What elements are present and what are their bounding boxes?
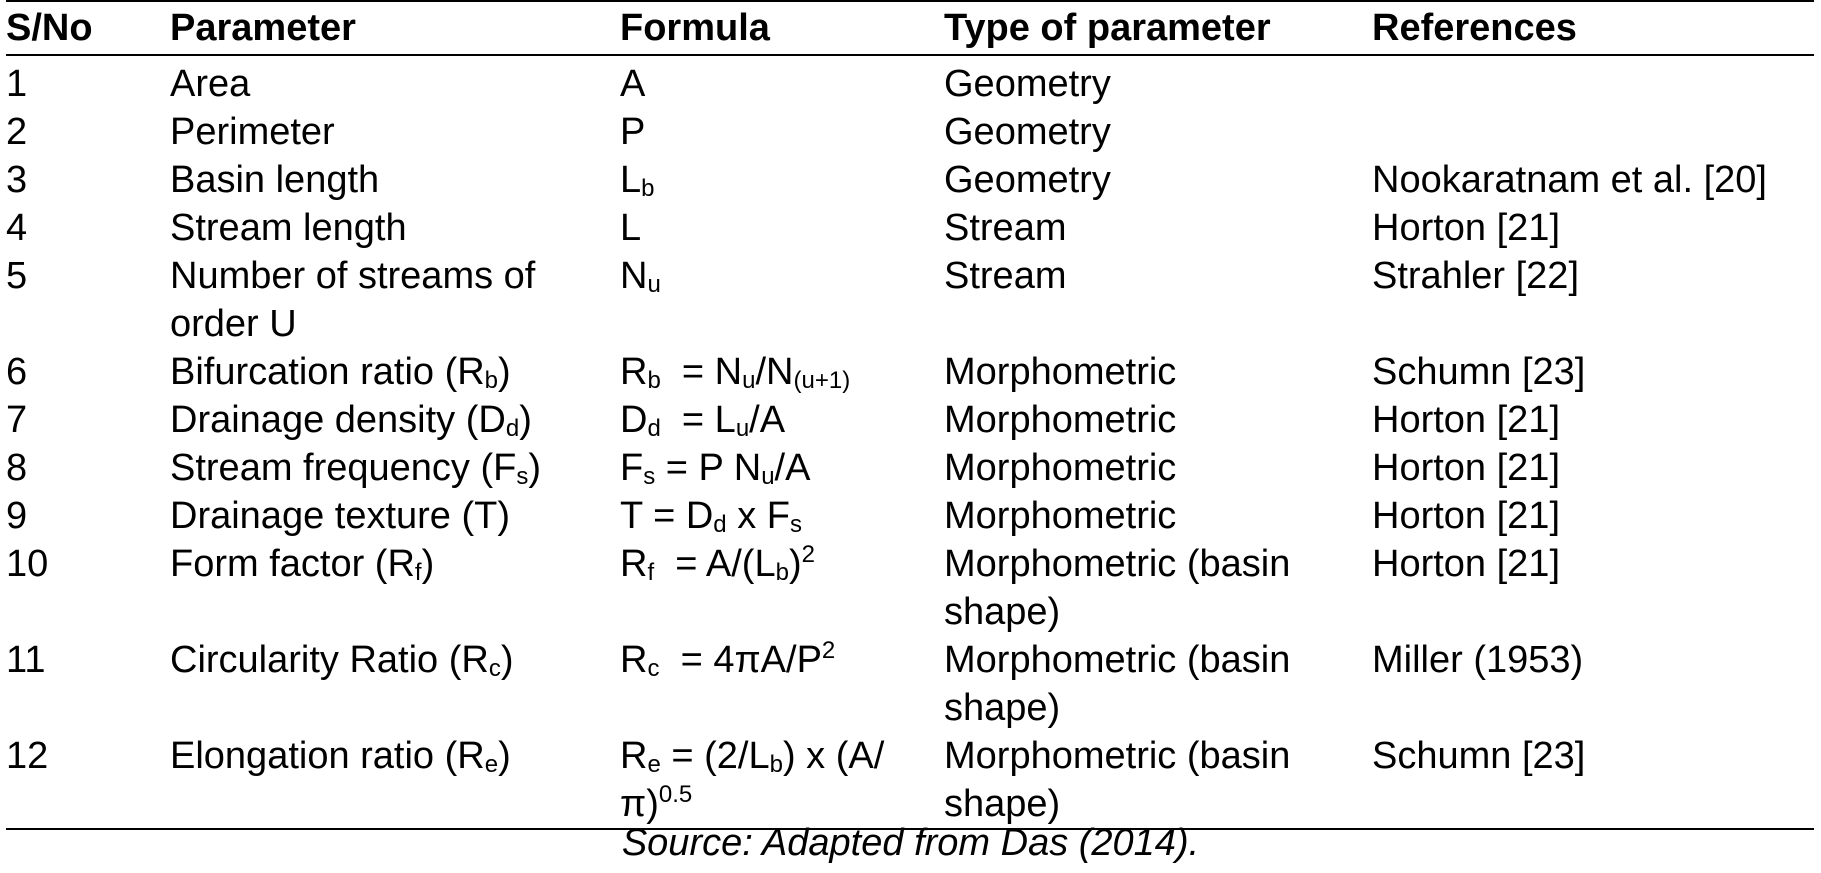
parameter-table <box>6 0 1814 830</box>
table-row <box>6 252 1814 348</box>
cell-reference <box>1372 108 1814 156</box>
cell-type: Stream <box>944 207 1067 249</box>
cell-sno: 10 <box>6 543 49 585</box>
cell-parameter: Stream frequency $(F_s)$ <box>170 447 541 490</box>
cell-parameter: Bifurcation ratio $(R_b)$ <box>170 351 511 394</box>
cell-formula: $R_f = A/(L_b)^2$ <box>620 541 815 586</box>
header-row <box>6 1 1814 55</box>
cell-type: Morphometric (basin shape) <box>944 639 1291 729</box>
header-formula: Formula <box>620 7 770 49</box>
cell-formula: $T = D_d$ x $F_s$ <box>620 495 802 538</box>
cell-reference: Horton [21] <box>1372 207 1560 249</box>
cell-reference: Horton [21] <box>1372 447 1560 489</box>
cell-reference: Nookaratnam et al. [20] <box>1372 159 1767 201</box>
header-references: References <box>1372 7 1577 49</box>
cell-type: Stream <box>944 255 1067 297</box>
cell-sno: 7 <box>6 399 28 441</box>
cell-parameter: Number of streams of order U <box>170 255 536 345</box>
header-sno: S/No <box>6 7 93 49</box>
table-row <box>6 55 1814 108</box>
cell-type: Morphometric <box>944 495 1177 537</box>
cell-sno: 12 <box>6 735 49 777</box>
table-body <box>6 55 1814 829</box>
table-row <box>6 732 1814 829</box>
cell-parameter: Basin length <box>170 159 380 201</box>
cell-sno: 2 <box>6 111 28 153</box>
header-parameter: Parameter <box>170 7 356 49</box>
cell-reference: Horton [21] <box>1372 399 1560 441</box>
cell-reference <box>1372 55 1814 108</box>
source-caption: Source: Adapted from Das (2014). <box>621 822 1200 864</box>
cell-formula: $L_b$ <box>620 159 655 202</box>
cell-type: Morphometric (basin shape) <box>944 543 1291 633</box>
header-type: Type of parameter <box>944 7 1271 49</box>
cell-type: Morphometric (basin shape) <box>944 735 1291 825</box>
cell-formula: L <box>620 207 642 249</box>
cell-formula: $D_d = L_u/A$ <box>620 399 786 442</box>
cell-type: Morphometric <box>944 351 1177 393</box>
cell-reference: Strahler [22] <box>1372 255 1579 297</box>
cell-parameter: Stream length <box>170 207 407 249</box>
cell-sno: 1 <box>6 63 28 105</box>
cell-type: Morphometric <box>944 399 1177 441</box>
cell-sno: 5 <box>6 255 28 297</box>
cell-type: Morphometric <box>944 447 1177 489</box>
cell-sno: 4 <box>6 207 28 249</box>
cell-type: Geometry <box>944 63 1111 105</box>
cell-formula: $R_e = (2/L_b)$ x $(A/\pi)^{0.5}$ <box>620 735 885 825</box>
cell-reference: Miller (1953) <box>1372 639 1584 681</box>
cell-sno: 11 <box>6 639 46 681</box>
table-row <box>6 156 1814 204</box>
cell-formula: P <box>620 111 646 153</box>
cell-formula: $R_c = 4\pi A/P^2$ <box>620 637 836 682</box>
cell-formula: $F_s = P$ $N_u/A$ <box>620 447 811 490</box>
cell-type: Geometry <box>944 159 1111 201</box>
table-header <box>6 1 1814 55</box>
cell-parameter: Circularity Ratio $(R_c)$ <box>170 639 514 682</box>
table-row <box>6 108 1814 156</box>
cell-parameter: Elongation ratio $(R_e)$ <box>170 735 511 778</box>
cell-reference: Horton [21] <box>1372 495 1560 537</box>
cell-sno: 8 <box>6 447 28 489</box>
cell-sno: 3 <box>6 159 28 201</box>
cell-parameter: Perimeter <box>170 111 335 153</box>
cell-formula: $R_b = N_u/N_{(u+1)}$ <box>620 351 851 394</box>
cell-parameter: Drainage texture (T) <box>170 495 511 537</box>
table-row <box>6 204 1814 252</box>
cell-formula: $N_u$ <box>620 255 661 298</box>
cell-type: Geometry <box>944 111 1111 153</box>
cell-parameter: Area <box>170 63 251 105</box>
table-row <box>6 348 1814 396</box>
cell-sno: 9 <box>6 495 28 537</box>
table-row <box>6 444 1814 492</box>
cell-reference: Schumn [23] <box>1372 735 1586 777</box>
cell-sno: 6 <box>6 351 28 393</box>
table-row <box>6 540 1814 636</box>
parameter-table-container <box>6 0 1814 830</box>
cell-parameter: Form factor $(R_f)$ <box>170 543 435 586</box>
table-row <box>6 492 1814 540</box>
cell-parameter: Drainage density $(D_d)$ <box>170 399 532 442</box>
table-row <box>6 396 1814 444</box>
cell-formula: A <box>620 63 646 105</box>
cell-reference: Horton [21] <box>1372 543 1560 585</box>
cell-reference: Schumn [23] <box>1372 351 1586 393</box>
table-row <box>6 636 1814 732</box>
